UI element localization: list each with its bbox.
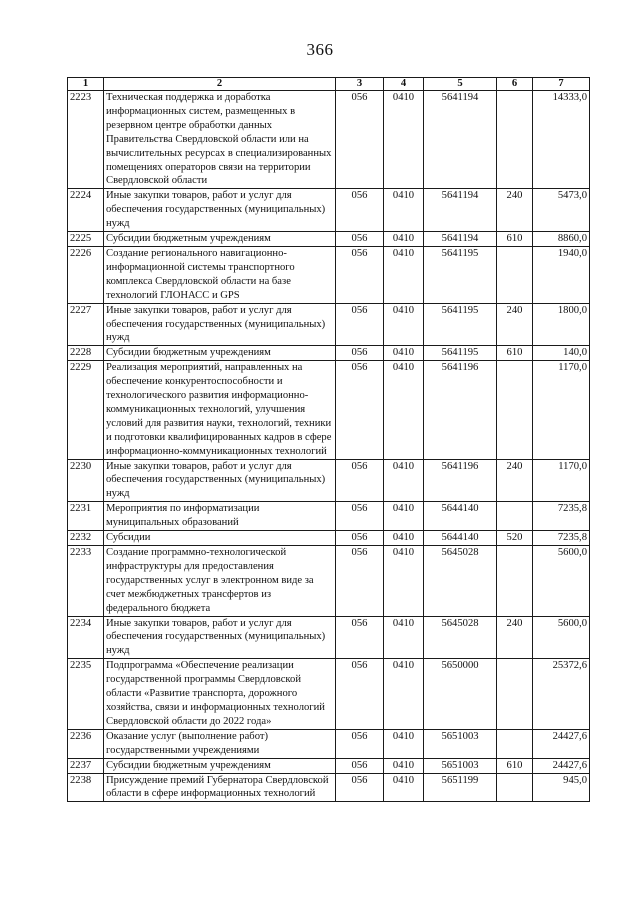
row-name: Иные закупки товаров, работ и услуг для обеспечения государственных (муниципальных) нужд	[104, 459, 336, 502]
table-row	[68, 773, 590, 802]
row-ved: 056	[336, 303, 384, 346]
row-amount: 25372,6	[533, 659, 590, 730]
row-ved: 056	[336, 531, 384, 546]
row-name: Создание регионального навигационно-информационной системы транспортного комплекса Свердловской области на базе технологий ГЛОНАСС и GPS	[104, 246, 336, 303]
row-amount: 945,0	[533, 773, 590, 802]
row-expense-type: 240	[497, 189, 533, 232]
row-section: 0410	[384, 659, 424, 730]
table-body	[68, 91, 590, 802]
row-section: 0410	[384, 232, 424, 247]
row-ved: 056	[336, 773, 384, 802]
row-ved: 056	[336, 616, 384, 659]
row-amount: 7235,8	[533, 531, 590, 546]
col-header-2: 2	[104, 78, 336, 91]
table-row	[68, 502, 590, 531]
row-number: 2231	[68, 502, 104, 531]
row-target-article: 5641195	[424, 246, 497, 303]
row-amount: 1170,0	[533, 459, 590, 502]
row-section: 0410	[384, 502, 424, 531]
row-ved: 056	[336, 659, 384, 730]
row-section: 0410	[384, 531, 424, 546]
table-header-row	[68, 78, 590, 91]
row-ved: 056	[336, 459, 384, 502]
row-target-article: 5645028	[424, 616, 497, 659]
table-row	[68, 361, 590, 459]
row-section: 0410	[384, 616, 424, 659]
row-ved: 056	[336, 346, 384, 361]
row-amount: 5473,0	[533, 189, 590, 232]
row-name: Техническая поддержка и доработка информационных систем, размещенных в резервном центре обработки данных Правительства Свердловской области или на вычислительных ресурсах в специализированных помещениях операторов связи на территории Свердловской области	[104, 91, 336, 189]
row-section: 0410	[384, 361, 424, 459]
row-expense-type	[497, 502, 533, 531]
row-target-article: 5641195	[424, 346, 497, 361]
table-row	[68, 758, 590, 773]
row-section: 0410	[384, 189, 424, 232]
row-target-article: 5641194	[424, 189, 497, 232]
row-name: Субсидии бюджетным учреждениям	[104, 232, 336, 247]
row-section: 0410	[384, 758, 424, 773]
budget-table	[67, 77, 590, 802]
row-ved: 056	[336, 502, 384, 531]
row-name: Реализация мероприятий, направленных на обеспечение конкурентоспособности и технологического развития информационно-коммуникационных технологий, улучшения условий для развития науки, технологий, техники и подготовки квалифицированных кадров в сфере информационно-коммуникационных технологий	[104, 361, 336, 459]
row-target-article: 5644140	[424, 531, 497, 546]
row-target-article: 5644140	[424, 502, 497, 531]
col-header-6: 6	[497, 78, 533, 91]
row-section: 0410	[384, 346, 424, 361]
row-target-article: 5651003	[424, 758, 497, 773]
row-expense-type	[497, 729, 533, 758]
row-number: 2227	[68, 303, 104, 346]
row-name: Иные закупки товаров, работ и услуг для обеспечения государственных (муниципальных) нужд	[104, 303, 336, 346]
row-number: 2230	[68, 459, 104, 502]
row-number: 2226	[68, 246, 104, 303]
row-ved: 056	[336, 246, 384, 303]
row-number: 2238	[68, 773, 104, 802]
row-number: 2228	[68, 346, 104, 361]
row-amount: 1170,0	[533, 361, 590, 459]
row-expense-type	[497, 546, 533, 617]
row-expense-type	[497, 659, 533, 730]
row-number: 2234	[68, 616, 104, 659]
table-row	[68, 246, 590, 303]
row-number: 2235	[68, 659, 104, 730]
row-target-article: 5645028	[424, 546, 497, 617]
row-number: 2224	[68, 189, 104, 232]
row-expense-type: 610	[497, 758, 533, 773]
row-target-article: 5641196	[424, 361, 497, 459]
row-name: Создание программно-технологической инфраструктуры для предоставления государственных услуг в электронном виде за счет межбюджетных трансфертов из федерального бюджета	[104, 546, 336, 617]
row-amount: 7235,8	[533, 502, 590, 531]
row-section: 0410	[384, 246, 424, 303]
row-amount: 5600,0	[533, 546, 590, 617]
row-ved: 056	[336, 361, 384, 459]
row-section: 0410	[384, 459, 424, 502]
row-name: Субсидии бюджетным учреждениям	[104, 758, 336, 773]
row-target-article: 5651199	[424, 773, 497, 802]
row-expense-type: 610	[497, 346, 533, 361]
row-amount: 24427,6	[533, 729, 590, 758]
row-expense-type	[497, 773, 533, 802]
row-ved: 056	[336, 546, 384, 617]
row-expense-type	[497, 246, 533, 303]
col-header-7: 7	[533, 78, 590, 91]
row-number: 2229	[68, 361, 104, 459]
row-name: Подпрограмма «Обеспечение реализации государственной программы Свердловской области «Развитие транспорта, дорожного хозяйства, связи и информационных технологий Свердловской области до 2022 года»	[104, 659, 336, 730]
row-name: Оказание услуг (выполнение работ) государственными учреждениями	[104, 729, 336, 758]
row-target-article: 5641194	[424, 232, 497, 247]
row-expense-type: 240	[497, 616, 533, 659]
row-number: 2236	[68, 729, 104, 758]
row-target-article: 5641196	[424, 459, 497, 502]
row-expense-type: 520	[497, 531, 533, 546]
row-ved: 056	[336, 91, 384, 189]
table-row	[68, 303, 590, 346]
row-number: 2232	[68, 531, 104, 546]
row-ved: 056	[336, 729, 384, 758]
table-row	[68, 346, 590, 361]
row-name: Иные закупки товаров, работ и услуг для обеспечения государственных (муниципальных) нужд	[104, 189, 336, 232]
row-section: 0410	[384, 729, 424, 758]
row-amount: 14333,0	[533, 91, 590, 189]
row-number: 2233	[68, 546, 104, 617]
row-ved: 056	[336, 758, 384, 773]
row-amount: 24427,6	[533, 758, 590, 773]
row-number: 2223	[68, 91, 104, 189]
row-target-article: 5641195	[424, 303, 497, 346]
row-section: 0410	[384, 773, 424, 802]
table-row	[68, 659, 590, 730]
row-number: 2225	[68, 232, 104, 247]
table-row	[68, 189, 590, 232]
table-row	[68, 459, 590, 502]
row-amount: 5600,0	[533, 616, 590, 659]
row-name: Мероприятия по информатизации муниципальных образований	[104, 502, 336, 531]
row-name: Присуждение премий Губернатора Свердловской области в сфере информационных технологий	[104, 773, 336, 802]
row-expense-type: 610	[497, 232, 533, 247]
table-row	[68, 91, 590, 189]
row-expense-type	[497, 91, 533, 189]
row-expense-type: 240	[497, 303, 533, 346]
row-amount: 1940,0	[533, 246, 590, 303]
row-target-article: 5651003	[424, 729, 497, 758]
row-section: 0410	[384, 91, 424, 189]
row-amount: 140,0	[533, 346, 590, 361]
row-name: Иные закупки товаров, работ и услуг для обеспечения государственных (муниципальных) нужд	[104, 616, 336, 659]
row-name: Субсидии	[104, 531, 336, 546]
row-expense-type	[497, 361, 533, 459]
row-target-article: 5641194	[424, 91, 497, 189]
row-name: Субсидии бюджетным учреждениям	[104, 346, 336, 361]
row-amount: 1800,0	[533, 303, 590, 346]
row-ved: 056	[336, 232, 384, 247]
col-header-4: 4	[384, 78, 424, 91]
col-header-3: 3	[336, 78, 384, 91]
row-amount: 8860,0	[533, 232, 590, 247]
col-header-5: 5	[424, 78, 497, 91]
table-row	[68, 616, 590, 659]
page-number: 366	[306, 40, 334, 59]
table-row	[68, 531, 590, 546]
row-number: 2237	[68, 758, 104, 773]
table-row	[68, 546, 590, 617]
table-row	[68, 729, 590, 758]
row-expense-type: 240	[497, 459, 533, 502]
col-header-1: 1	[68, 78, 104, 91]
row-target-article: 5650000	[424, 659, 497, 730]
row-section: 0410	[384, 546, 424, 617]
table-row	[68, 232, 590, 247]
row-section: 0410	[384, 303, 424, 346]
row-ved: 056	[336, 189, 384, 232]
